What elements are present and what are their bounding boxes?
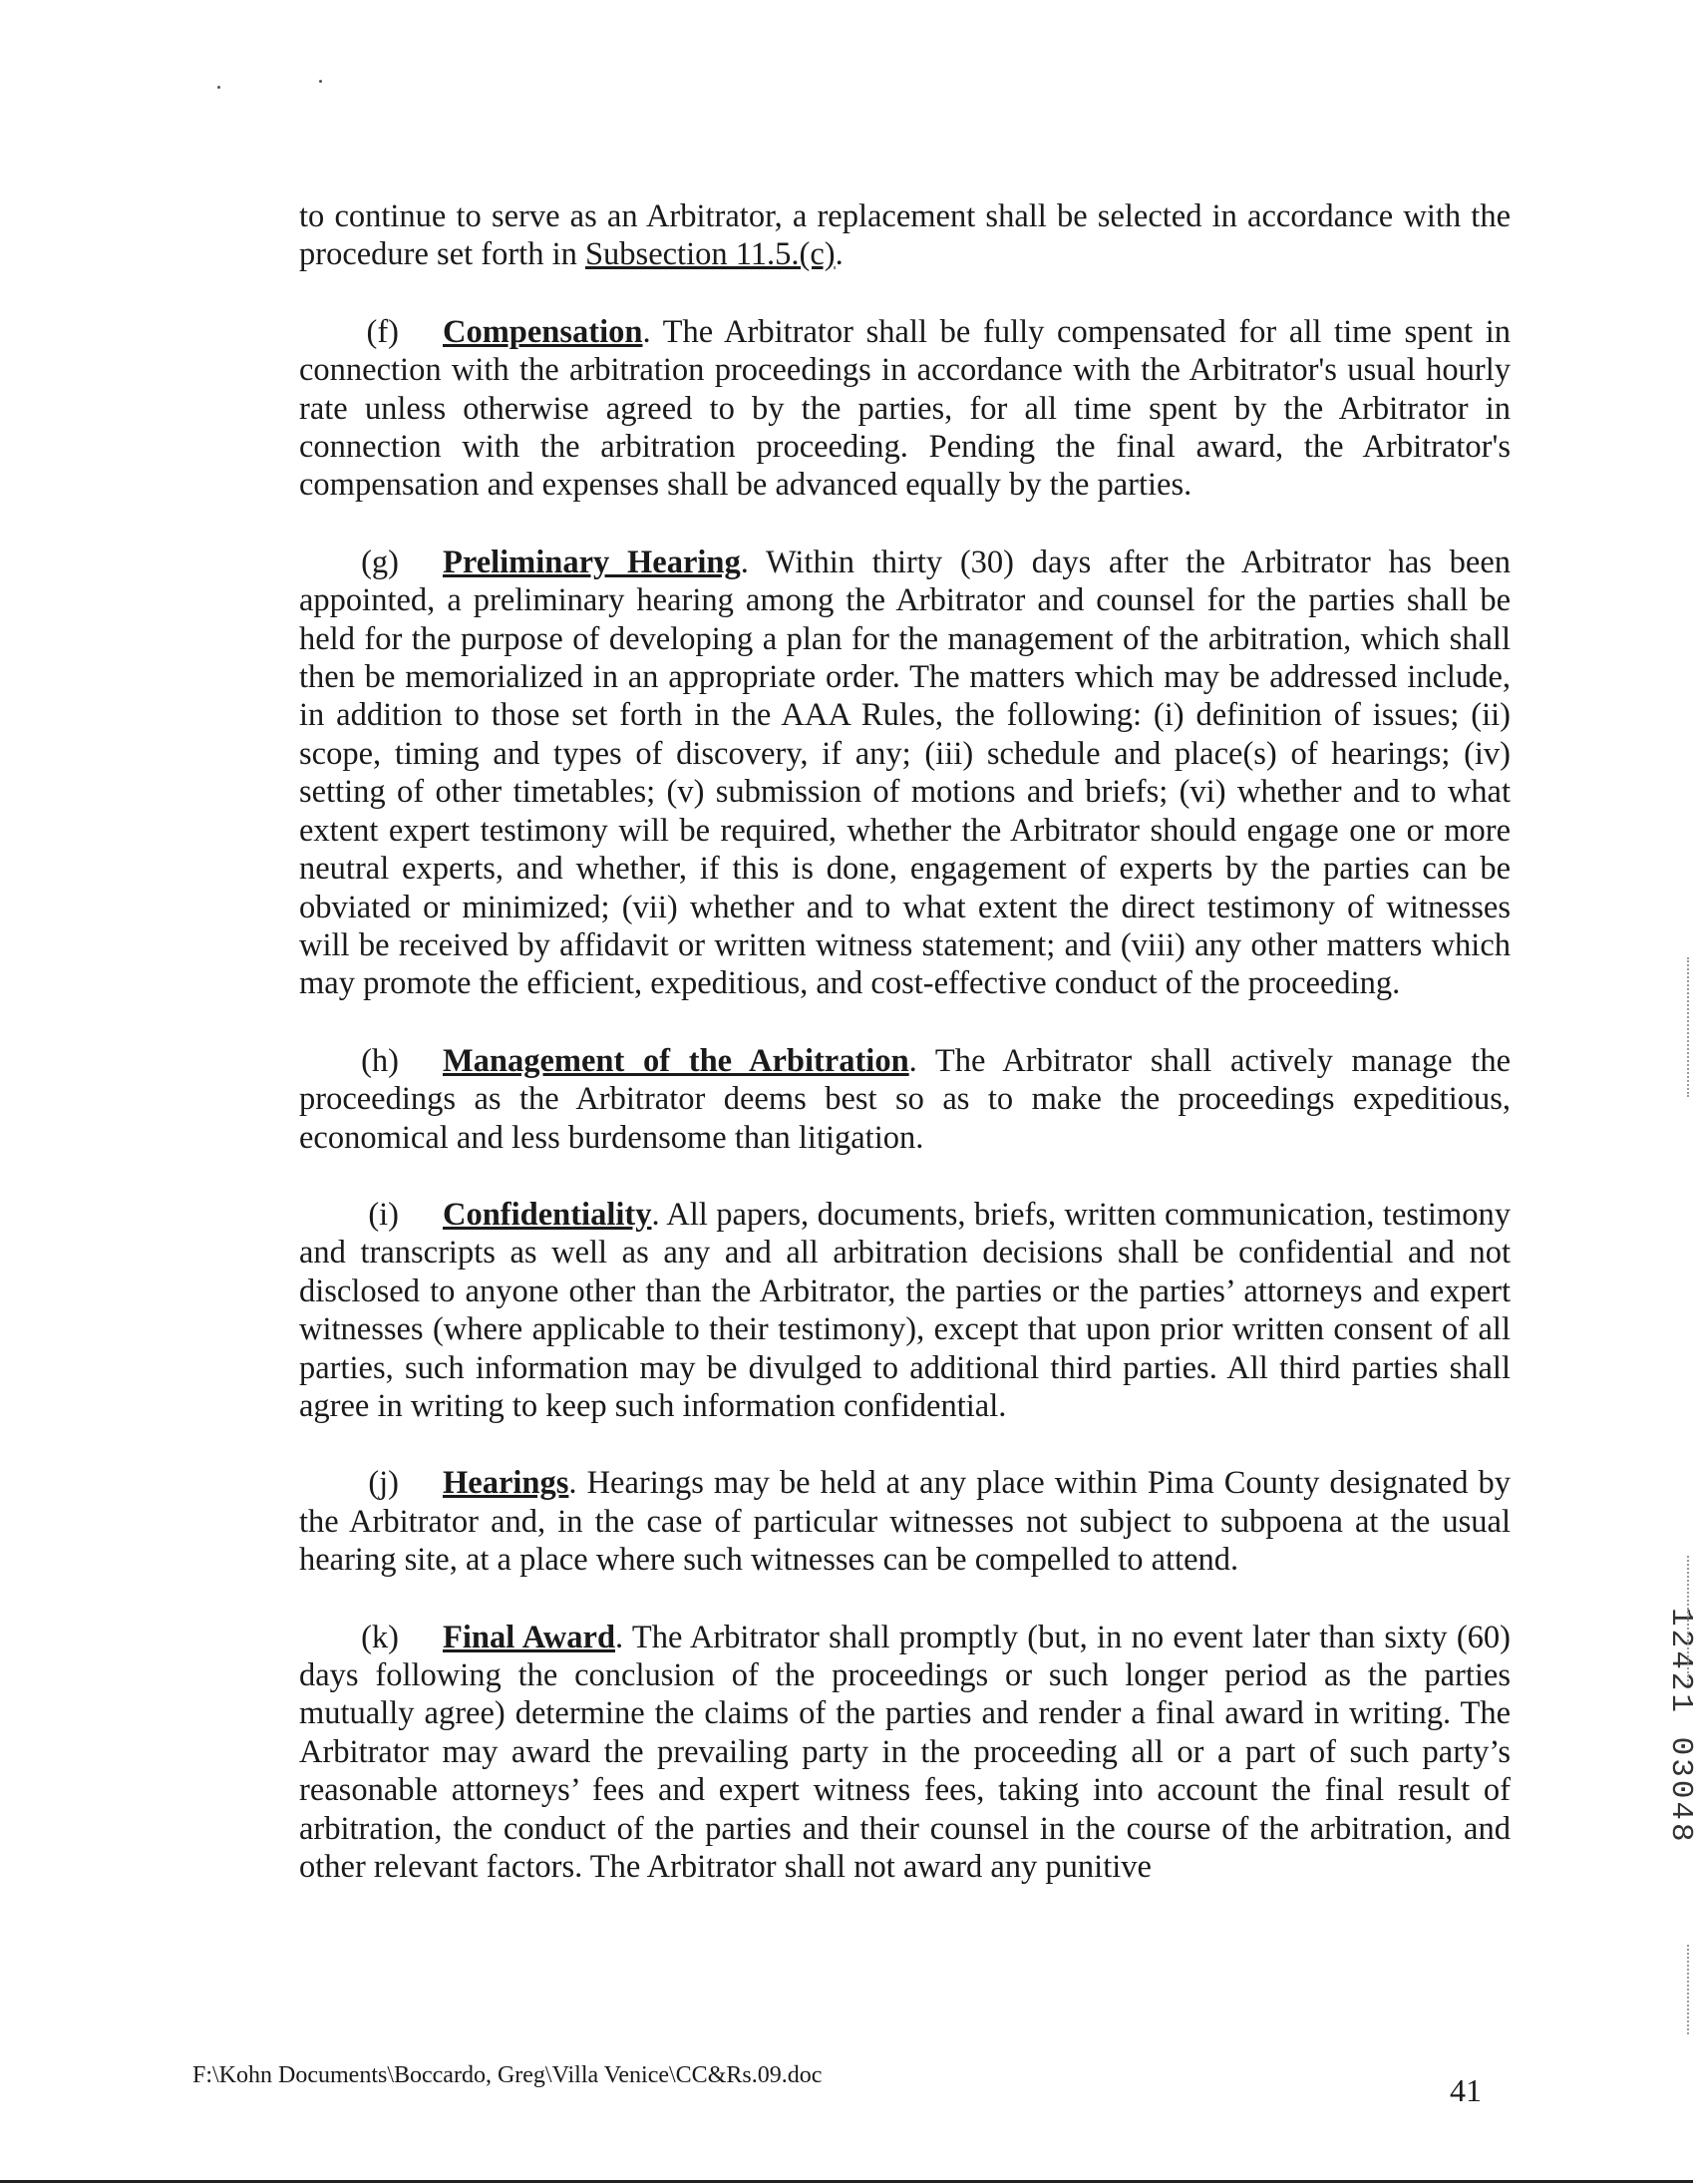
paragraph-label: (h) (361, 1042, 399, 1079)
paragraph-f (299, 313, 1511, 505)
paragraph-i (299, 1196, 1511, 1425)
paragraph-text: . Within thirty (30) days after the Arbitrator has been appointed, a preliminary hearing among the Arbitrator and counsel for the parties shall be held for the purpose of developing a plan for the management of the arbitration, which shall then be memorialized in an appropriate order. The matters which may be addressed include, in addition to those set forth in the AAA Rules, the following: (i) definition of issues; (ii) scope, timing and types of discovery, if any; (iii) schedule and place(s) of hearings; (iv) setting of other timetables; (v) submission of motions and briefs; (vi) whether and to what extent expert testimony will be required, whether the Arbitrator should engage one or more neutral experts, and whether, if this is done, engagement of experts by the parties can be obviated or minimized; (vii) whether and to what extent the direct testimony of witnesses will be received by affidavit or written witness statement; and (viii) any other matters which may promote the efficient, expeditious, and cost-effective conduct of the proceeding. (299, 544, 1511, 1002)
paragraph-text: to continue to serve as an Arbitrator, a replacement shall be selected in accordance with the procedure set forth in (299, 198, 1511, 273)
scan-speck (319, 80, 322, 83)
paragraph-j (299, 1464, 1511, 1579)
subsection-reference: Subsection 11.5.(c) (584, 236, 836, 273)
paragraph-text: . (835, 236, 844, 273)
page-number: 41 (1450, 2072, 1482, 2108)
paragraph-label: (k) (361, 1619, 399, 1655)
scan-edge-mark (1687, 1945, 1691, 2034)
paragraph-text: . Hearings may be held at any place within Pima County designated by the Arbitrator and, in the case of particular witnesses not subject to subpoena at the usual hearing site, at a place where such witnesses can be compelled to attend. (299, 1465, 1511, 1579)
paragraph-continuation (299, 197, 1511, 274)
section-heading: Management of the Arbitration (443, 1042, 909, 1079)
paragraph-k (299, 1619, 1511, 1887)
paragraph-h (299, 1042, 1511, 1157)
paragraph-label: (j) (368, 1465, 399, 1502)
section-heading: Final Award (443, 1619, 616, 1655)
bates-stamp: 12421 03048 (1663, 1608, 1698, 1845)
paragraph-label: (f) (366, 313, 399, 350)
section-heading: Preliminary Hearing (443, 544, 741, 580)
section-heading: Compensation (443, 313, 643, 350)
scan-edge-mark (1687, 957, 1691, 1097)
scan-speck (217, 86, 220, 89)
paragraph-text: . All papers, documents, briefs, written communication, testimony and transcripts as well as any and all arbitration decisions shall be confidential and not disclosed to anyone other than the Arbitrator, the parties or the parties’ attorneys and expert witnesses (where applicable to their testimony), except that upon prior written consent of all parties, such information may be divulged to additional third parties. All third parties shall agree in writing to keep such information confidential. (299, 1196, 1511, 1424)
paragraph-text: . The Arbitrator shall actively manage the proceedings as the Arbitrator deems best so as to make the proceedings expeditious, economical and less burdensome than litigation. (299, 1042, 1511, 1156)
scan-bottom-border (0, 2180, 1693, 2183)
section-heading: Confidentiality (443, 1196, 652, 1233)
paragraph-label: (g) (361, 544, 399, 580)
section-heading: Hearings (443, 1465, 569, 1502)
document-body (299, 197, 1511, 1886)
paragraph-text: . The Arbitrator shall promptly (but, in no event later than sixty (60) days following the conclusion of the proceedings or such longer period as the parties mutually agree) determine the claims of the parties and render a final award in writing. The Arbitrator may award the prevailing party in the proceeding all or a part of such party’s reasonable attorneys’ fees and expert witness fees, taking into account the final result of arbitration, the conduct of the parties and their counsel in the course of the arbitration, and other relevant factors. The Arbitrator shall not award any punitive (299, 1619, 1511, 1886)
paragraph-label: (i) (368, 1196, 399, 1233)
paragraph-text: . The Arbitrator shall be fully compensated for all time spent in connection with the arbitration proceedings in accordance with the Arbitrator's usual hourly rate unless otherwise agreed to by the parties, for all time spent by the Arbitrator in connection with the arbitration proceeding. Pending the final award, the Arbitrator's compensation and expenses shall be advanced equally by the parties. (299, 313, 1511, 504)
scan-edge-mark (1687, 1556, 1691, 1685)
paragraph-g (299, 544, 1511, 1003)
footer-file-path: F:\Kohn Documents\Boccardo, Greg\Villa Venice\CC&Rs.09.doc (192, 2062, 823, 2088)
